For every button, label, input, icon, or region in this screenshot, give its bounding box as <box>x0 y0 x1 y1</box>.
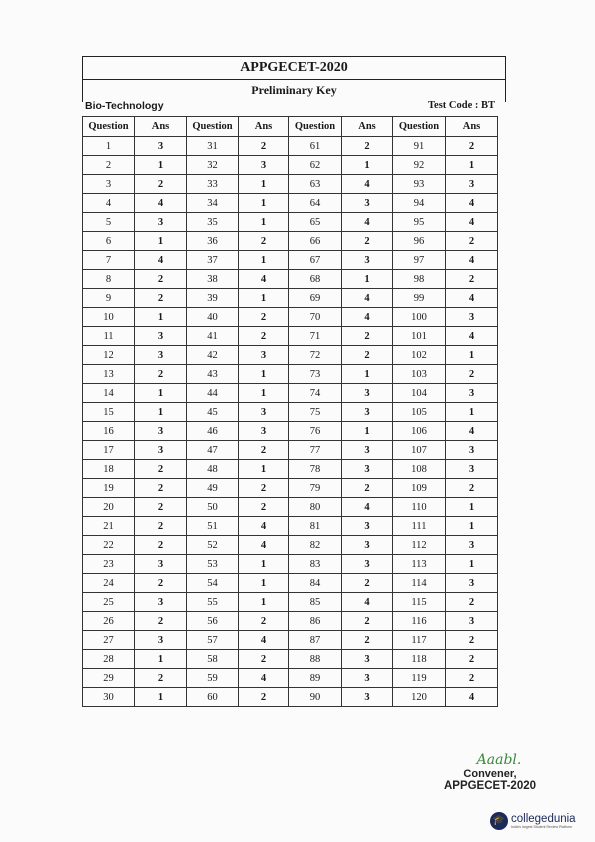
answer-cell: 2 <box>342 137 393 156</box>
table-row <box>83 175 498 194</box>
question-number-cell: 64 <box>289 194 342 213</box>
question-number-cell: 9 <box>83 289 135 308</box>
answer-cell: 1 <box>446 156 498 175</box>
question-number-cell: 57 <box>187 631 239 650</box>
question-number-cell: 59 <box>187 669 239 688</box>
table-row <box>83 479 498 498</box>
question-number-cell: 43 <box>187 365 239 384</box>
question-number-cell: 61 <box>289 137 342 156</box>
question-number-cell: 87 <box>289 631 342 650</box>
answer-cell: 3 <box>342 384 393 403</box>
question-number-cell: 60 <box>187 688 239 707</box>
question-number-cell: 45 <box>187 403 239 422</box>
column-header: Ans <box>135 117 187 137</box>
question-number-cell: 62 <box>289 156 342 175</box>
answer-cell: 1 <box>135 156 187 175</box>
answer-cell: 2 <box>239 650 289 669</box>
question-number-cell: 31 <box>187 137 239 156</box>
question-number-cell: 117 <box>393 631 446 650</box>
answer-cell: 1 <box>342 156 393 175</box>
question-number-cell: 26 <box>83 612 135 631</box>
question-number-cell: 72 <box>289 346 342 365</box>
answer-cell: 3 <box>135 137 187 156</box>
answer-cell: 2 <box>135 175 187 194</box>
answer-cell: 4 <box>446 422 498 441</box>
table-row <box>83 441 498 460</box>
subject-name: Bio-Technology <box>85 100 164 112</box>
question-number-cell: 66 <box>289 232 342 251</box>
answer-cell: 1 <box>135 403 187 422</box>
question-number-cell: 68 <box>289 270 342 289</box>
answer-cell: 4 <box>446 289 498 308</box>
question-number-cell: 96 <box>393 232 446 251</box>
question-number-cell: 100 <box>393 308 446 327</box>
signature-exam: APPGECET-2020 <box>443 780 537 792</box>
answer-cell: 2 <box>446 479 498 498</box>
page-title: APPGECET-2020 <box>83 57 505 80</box>
question-number-cell: 107 <box>393 441 446 460</box>
table-header-row <box>83 117 498 137</box>
question-number-cell: 88 <box>289 650 342 669</box>
answer-cell: 3 <box>135 327 187 346</box>
answer-cell: 2 <box>342 574 393 593</box>
question-number-cell: 89 <box>289 669 342 688</box>
answer-cell: 3 <box>446 612 498 631</box>
question-number-cell: 108 <box>393 460 446 479</box>
question-number-cell: 42 <box>187 346 239 365</box>
answer-cell: 2 <box>239 498 289 517</box>
question-number-cell: 51 <box>187 517 239 536</box>
answer-cell: 3 <box>342 555 393 574</box>
answer-cell: 2 <box>342 327 393 346</box>
answer-cell: 1 <box>446 346 498 365</box>
answer-cell: 2 <box>342 232 393 251</box>
key-header-box <box>82 56 506 102</box>
answer-cell: 4 <box>342 593 393 612</box>
brand-tagline: India's largest Student Review Platform <box>511 824 572 829</box>
answer-cell: 2 <box>446 232 498 251</box>
question-number-cell: 53 <box>187 555 239 574</box>
question-number-cell: 77 <box>289 441 342 460</box>
answer-cell: 2 <box>342 479 393 498</box>
answer-cell: 4 <box>135 251 187 270</box>
answer-cell: 2 <box>135 536 187 555</box>
question-number-cell: 56 <box>187 612 239 631</box>
question-number-cell: 118 <box>393 650 446 669</box>
answer-cell: 2 <box>135 498 187 517</box>
table-row <box>83 631 498 650</box>
answer-cell: 4 <box>342 498 393 517</box>
question-number-cell: 52 <box>187 536 239 555</box>
answer-cell: 1 <box>239 460 289 479</box>
answer-cell: 1 <box>239 384 289 403</box>
answer-cell: 1 <box>446 517 498 536</box>
answer-cell: 2 <box>239 137 289 156</box>
brand-name: collegedunia <box>511 812 576 825</box>
question-number-cell: 25 <box>83 593 135 612</box>
question-number-cell: 22 <box>83 536 135 555</box>
answer-cell: 4 <box>239 536 289 555</box>
column-header: Question <box>289 117 342 137</box>
question-number-cell: 92 <box>393 156 446 175</box>
answer-cell: 2 <box>135 517 187 536</box>
question-number-cell: 37 <box>187 251 239 270</box>
answer-cell: 3 <box>342 688 393 707</box>
question-number-cell: 74 <box>289 384 342 403</box>
question-number-cell: 21 <box>83 517 135 536</box>
answer-cell: 2 <box>239 688 289 707</box>
question-number-cell: 35 <box>187 213 239 232</box>
table-row <box>83 346 498 365</box>
question-number-cell: 38 <box>187 270 239 289</box>
answer-cell: 2 <box>446 650 498 669</box>
answer-cell: 1 <box>342 365 393 384</box>
signature-role: Convener, <box>463 768 517 780</box>
answer-cell: 3 <box>446 308 498 327</box>
question-number-cell: 14 <box>83 384 135 403</box>
question-number-cell: 98 <box>393 270 446 289</box>
answer-cell: 4 <box>239 669 289 688</box>
question-number-cell: 90 <box>289 688 342 707</box>
answer-cell: 3 <box>135 593 187 612</box>
question-number-cell: 84 <box>289 574 342 593</box>
table-row <box>83 270 498 289</box>
signature-scribble: Aaabl. <box>476 752 522 768</box>
question-number-cell: 101 <box>393 327 446 346</box>
table-row <box>83 612 498 631</box>
answer-cell: 4 <box>342 308 393 327</box>
question-number-cell: 110 <box>393 498 446 517</box>
answer-cell: 3 <box>342 194 393 213</box>
answer-cell: 1 <box>135 384 187 403</box>
question-number-cell: 81 <box>289 517 342 536</box>
answer-cell: 3 <box>342 441 393 460</box>
subject-row <box>82 97 498 115</box>
question-number-cell: 4 <box>83 194 135 213</box>
test-code: Test Code : BT <box>428 100 495 111</box>
answer-cell: 3 <box>446 574 498 593</box>
question-number-cell: 105 <box>393 403 446 422</box>
answer-cell: 1 <box>446 498 498 517</box>
answer-cell: 2 <box>239 308 289 327</box>
answer-cell: 1 <box>239 555 289 574</box>
question-number-cell: 120 <box>393 688 446 707</box>
answer-cell: 2 <box>135 289 187 308</box>
table-row <box>83 422 498 441</box>
question-number-cell: 113 <box>393 555 446 574</box>
question-number-cell: 97 <box>393 251 446 270</box>
answer-cell: 2 <box>446 593 498 612</box>
question-number-cell: 23 <box>83 555 135 574</box>
answer-cell: 4 <box>446 213 498 232</box>
question-number-cell: 8 <box>83 270 135 289</box>
answer-cell: 3 <box>239 403 289 422</box>
question-number-cell: 6 <box>83 232 135 251</box>
answer-cell: 3 <box>239 422 289 441</box>
question-number-cell: 33 <box>187 175 239 194</box>
answer-cell: 3 <box>342 251 393 270</box>
answer-cell: 2 <box>239 441 289 460</box>
answer-cell: 4 <box>135 194 187 213</box>
answer-cell: 3 <box>342 403 393 422</box>
table-row <box>83 156 498 175</box>
answer-cell: 3 <box>446 460 498 479</box>
collegedunia-watermark <box>490 812 576 830</box>
answer-cell: 2 <box>342 631 393 650</box>
answer-cell: 4 <box>239 631 289 650</box>
question-number-cell: 109 <box>393 479 446 498</box>
answer-cell: 3 <box>342 669 393 688</box>
question-number-cell: 12 <box>83 346 135 365</box>
question-number-cell: 67 <box>289 251 342 270</box>
table-row <box>83 669 498 688</box>
page-subtitle: Preliminary Key <box>251 83 337 97</box>
question-number-cell: 41 <box>187 327 239 346</box>
question-number-cell: 39 <box>187 289 239 308</box>
answer-cell: 4 <box>239 517 289 536</box>
table-row <box>83 536 498 555</box>
question-number-cell: 114 <box>393 574 446 593</box>
answer-cell: 4 <box>342 213 393 232</box>
answer-cell: 4 <box>446 327 498 346</box>
question-number-cell: 29 <box>83 669 135 688</box>
table-row <box>83 688 498 707</box>
question-number-cell: 36 <box>187 232 239 251</box>
question-number-cell: 112 <box>393 536 446 555</box>
answer-cell: 1 <box>239 593 289 612</box>
question-number-cell: 106 <box>393 422 446 441</box>
question-number-cell: 58 <box>187 650 239 669</box>
column-header: Ans <box>342 117 393 137</box>
table-row <box>83 213 498 232</box>
answer-cell: 1 <box>446 403 498 422</box>
answer-cell: 1 <box>239 365 289 384</box>
answer-cell: 2 <box>446 669 498 688</box>
question-number-cell: 80 <box>289 498 342 517</box>
answer-cell: 3 <box>342 650 393 669</box>
question-number-cell: 79 <box>289 479 342 498</box>
answer-cell: 2 <box>135 669 187 688</box>
question-number-cell: 95 <box>393 213 446 232</box>
question-number-cell: 104 <box>393 384 446 403</box>
table-row <box>83 650 498 669</box>
answer-cell: 1 <box>239 194 289 213</box>
table-row <box>83 365 498 384</box>
answer-cell: 3 <box>135 631 187 650</box>
answer-cell: 2 <box>446 137 498 156</box>
question-number-cell: 30 <box>83 688 135 707</box>
table-row <box>83 308 498 327</box>
answer-cell: 2 <box>239 232 289 251</box>
column-header: Question <box>187 117 239 137</box>
answer-cell: 1 <box>446 555 498 574</box>
question-number-cell: 7 <box>83 251 135 270</box>
answer-cell: 2 <box>446 270 498 289</box>
question-number-cell: 48 <box>187 460 239 479</box>
question-number-cell: 65 <box>289 213 342 232</box>
question-number-cell: 69 <box>289 289 342 308</box>
column-header: Ans <box>239 117 289 137</box>
answer-cell: 4 <box>446 688 498 707</box>
question-number-cell: 116 <box>393 612 446 631</box>
answer-cell: 2 <box>135 574 187 593</box>
question-number-cell: 11 <box>83 327 135 346</box>
question-number-cell: 28 <box>83 650 135 669</box>
convener-signature-block <box>430 752 550 793</box>
answer-cell: 2 <box>342 612 393 631</box>
answer-cell: 4 <box>342 175 393 194</box>
answer-cell: 2 <box>135 365 187 384</box>
question-number-cell: 10 <box>83 308 135 327</box>
question-number-cell: 76 <box>289 422 342 441</box>
table-row <box>83 593 498 612</box>
question-number-cell: 82 <box>289 536 342 555</box>
answer-cell: 3 <box>135 555 187 574</box>
question-number-cell: 102 <box>393 346 446 365</box>
question-number-cell: 5 <box>83 213 135 232</box>
question-number-cell: 115 <box>393 593 446 612</box>
question-number-cell: 19 <box>83 479 135 498</box>
question-number-cell: 83 <box>289 555 342 574</box>
answer-cell: 1 <box>239 213 289 232</box>
answer-key-body <box>83 137 498 707</box>
question-number-cell: 93 <box>393 175 446 194</box>
question-number-cell: 27 <box>83 631 135 650</box>
table-row <box>83 289 498 308</box>
question-number-cell: 54 <box>187 574 239 593</box>
answer-key-table <box>82 116 498 707</box>
answer-cell: 1 <box>135 308 187 327</box>
answer-cell: 1 <box>239 251 289 270</box>
question-number-cell: 17 <box>83 441 135 460</box>
table-row <box>83 251 498 270</box>
answer-cell: 2 <box>342 346 393 365</box>
question-number-cell: 85 <box>289 593 342 612</box>
question-number-cell: 94 <box>393 194 446 213</box>
question-number-cell: 49 <box>187 479 239 498</box>
question-number-cell: 71 <box>289 327 342 346</box>
question-number-cell: 99 <box>393 289 446 308</box>
question-number-cell: 40 <box>187 308 239 327</box>
answer-cell: 3 <box>446 175 498 194</box>
answer-cell: 1 <box>342 422 393 441</box>
answer-cell: 1 <box>239 175 289 194</box>
question-number-cell: 111 <box>393 517 446 536</box>
question-number-cell: 63 <box>289 175 342 194</box>
answer-cell: 1 <box>342 270 393 289</box>
table-row <box>83 555 498 574</box>
column-header: Question <box>393 117 446 137</box>
question-number-cell: 1 <box>83 137 135 156</box>
column-header: Question <box>83 117 135 137</box>
answer-cell: 3 <box>135 422 187 441</box>
answer-cell: 1 <box>135 688 187 707</box>
answer-cell: 2 <box>239 327 289 346</box>
question-number-cell: 24 <box>83 574 135 593</box>
question-number-cell: 78 <box>289 460 342 479</box>
answer-cell: 3 <box>239 346 289 365</box>
table-row <box>83 137 498 156</box>
graduate-icon: 🎓 <box>490 812 508 830</box>
answer-cell: 3 <box>446 536 498 555</box>
answer-cell: 4 <box>342 289 393 308</box>
table-row <box>83 403 498 422</box>
question-number-cell: 70 <box>289 308 342 327</box>
answer-cell: 2 <box>135 460 187 479</box>
question-number-cell: 44 <box>187 384 239 403</box>
answer-cell: 1 <box>135 232 187 251</box>
question-number-cell: 103 <box>393 365 446 384</box>
table-row <box>83 194 498 213</box>
answer-cell: 4 <box>446 194 498 213</box>
answer-cell: 2 <box>135 479 187 498</box>
answer-cell: 3 <box>135 441 187 460</box>
question-number-cell: 75 <box>289 403 342 422</box>
question-number-cell: 18 <box>83 460 135 479</box>
answer-cell: 2 <box>135 270 187 289</box>
table-row <box>83 232 498 251</box>
answer-cell: 3 <box>446 441 498 460</box>
answer-cell: 4 <box>446 251 498 270</box>
answer-cell: 3 <box>342 517 393 536</box>
answer-cell: 1 <box>239 574 289 593</box>
answer-cell: 1 <box>239 289 289 308</box>
table-row <box>83 498 498 517</box>
question-number-cell: 55 <box>187 593 239 612</box>
question-number-cell: 13 <box>83 365 135 384</box>
answer-cell: 4 <box>239 270 289 289</box>
question-number-cell: 15 <box>83 403 135 422</box>
answer-cell: 3 <box>135 213 187 232</box>
question-number-cell: 16 <box>83 422 135 441</box>
answer-cell: 2 <box>239 479 289 498</box>
question-number-cell: 91 <box>393 137 446 156</box>
answer-cell: 3 <box>342 536 393 555</box>
question-number-cell: 32 <box>187 156 239 175</box>
table-row <box>83 327 498 346</box>
answer-cell: 3 <box>135 346 187 365</box>
answer-cell: 2 <box>446 365 498 384</box>
table-row <box>83 517 498 536</box>
answer-cell: 2 <box>239 612 289 631</box>
question-number-cell: 46 <box>187 422 239 441</box>
answer-cell: 3 <box>446 384 498 403</box>
question-number-cell: 86 <box>289 612 342 631</box>
answer-cell: 1 <box>135 650 187 669</box>
question-number-cell: 34 <box>187 194 239 213</box>
question-number-cell: 2 <box>83 156 135 175</box>
answer-cell: 3 <box>239 156 289 175</box>
question-number-cell: 119 <box>393 669 446 688</box>
column-header: Ans <box>446 117 498 137</box>
table-row <box>83 574 498 593</box>
answer-cell: 2 <box>135 612 187 631</box>
question-number-cell: 50 <box>187 498 239 517</box>
table-row <box>83 384 498 403</box>
answer-cell: 3 <box>342 460 393 479</box>
question-number-cell: 20 <box>83 498 135 517</box>
question-number-cell: 3 <box>83 175 135 194</box>
question-number-cell: 73 <box>289 365 342 384</box>
question-number-cell: 47 <box>187 441 239 460</box>
answer-cell: 2 <box>446 631 498 650</box>
table-row <box>83 460 498 479</box>
